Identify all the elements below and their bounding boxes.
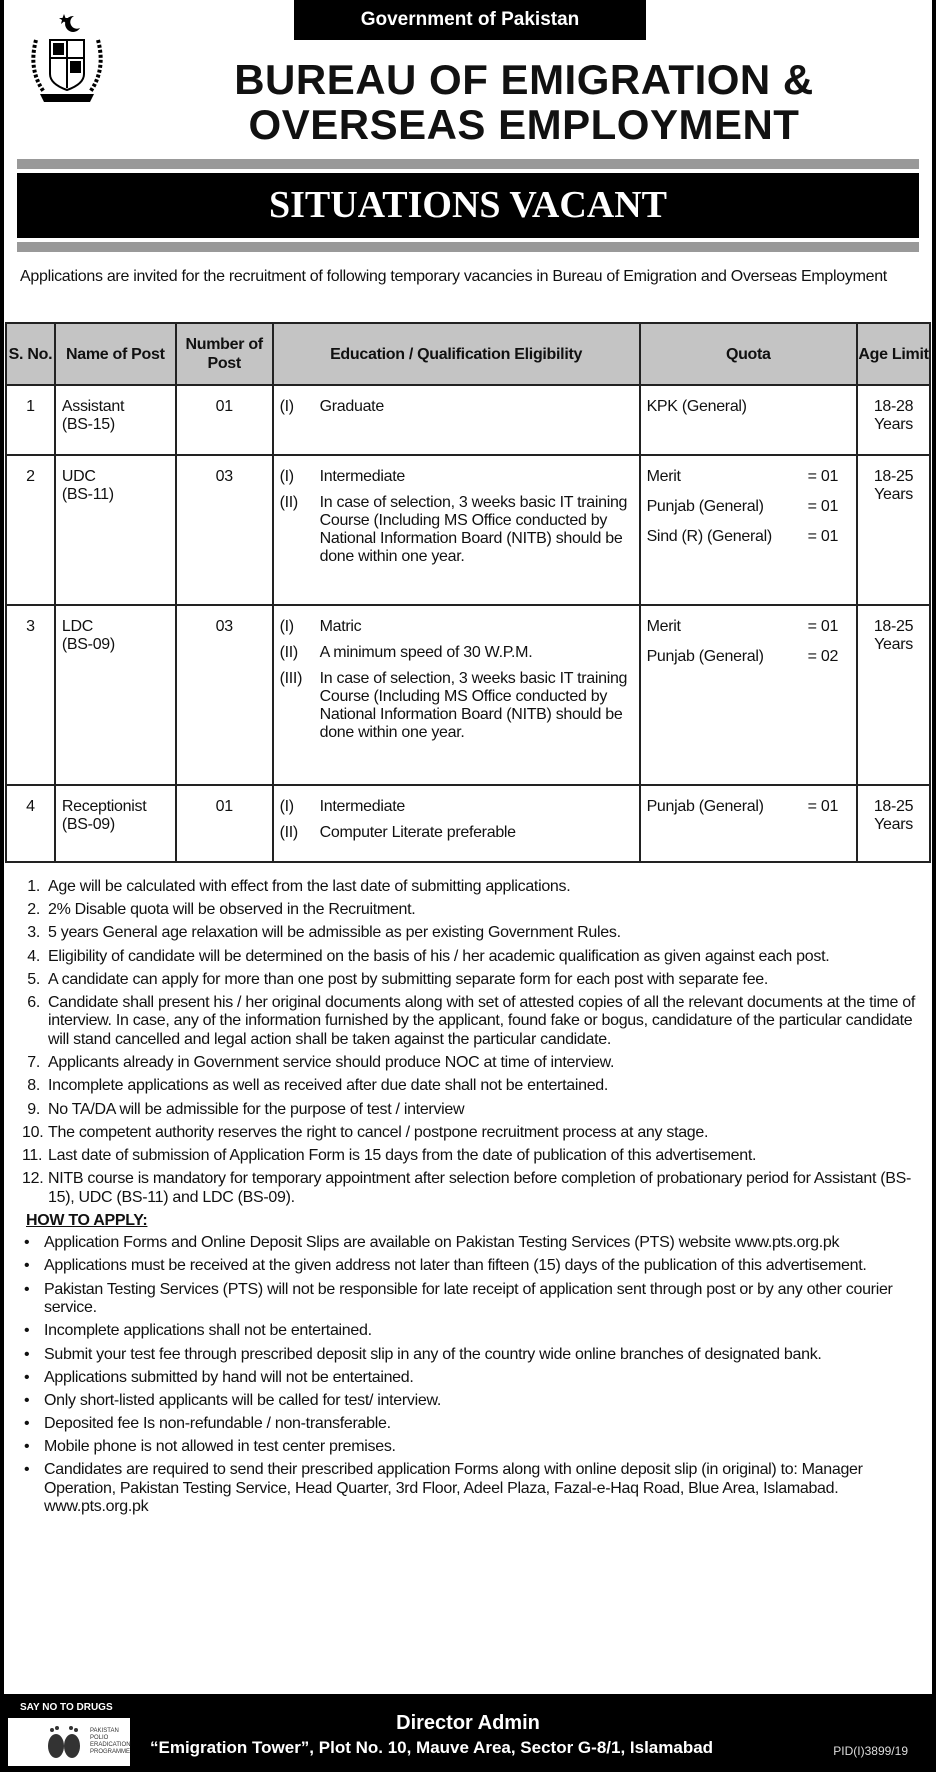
vacancies-table: [5, 322, 931, 863]
quota-value: = 01: [807, 498, 839, 515]
qualification-item: [280, 494, 633, 566]
instruction-text: Submit your test fee through prescribed deposit slip in any of the country wide online branches of designated bank.: [44, 1345, 822, 1363]
column-header: Education / Qualification Eligibility: [273, 323, 640, 385]
quota-name: Merit: [646, 468, 681, 485]
instruction-text: Only short-listed applicants will be called for test/ interview.: [44, 1391, 441, 1409]
note-number: 8.: [27, 1077, 40, 1095]
note-text: NITB course is mandatory for temporary appointment after selection before completion of probationary period for Assistant (BS-15), UDC (BS-11) and LDC (BS-09).: [48, 1170, 912, 1206]
notes-and-instructions: [22, 878, 918, 1522]
note-number: 4.: [27, 947, 40, 965]
age-unit: Years: [874, 416, 913, 433]
qualification-item: [280, 798, 633, 816]
instruction-item: [22, 1234, 918, 1253]
item-number: (I): [279, 398, 294, 415]
note-number: 1.: [27, 878, 40, 895]
quota: [640, 785, 858, 862]
number-of-posts: 01: [176, 785, 273, 862]
serial-number: 2: [6, 455, 55, 605]
age-unit: Years: [874, 486, 913, 503]
advertisement: [4, 0, 932, 1694]
director-admin: Director Admin: [396, 1712, 540, 1734]
bullet-icon: •: [24, 1391, 30, 1409]
intro-text: Applications are invited for the recruitment of following temporary vacancies in Bureau of Emigration and Overseas Employment: [20, 268, 887, 285]
quota: [640, 455, 858, 605]
quota-item: [647, 528, 839, 546]
note-text: Candidate shall present his / her original documents along with set of attested copies of all the relevant documents at the time of interview. In case, any of the information furnished by the applicant, found fake or bogus, candidature of the particular candidate will stand cancelled and legal action shall be taken against the particular candidate.: [48, 993, 915, 1048]
instruction-text: Incomplete applications shall not be entertained.: [44, 1322, 372, 1340]
qualification-item: [280, 670, 633, 742]
post-scale: (BS-11): [61, 486, 114, 503]
instruction-item: [22, 1369, 918, 1388]
situations-vacant-banner: SITUATIONS VACANT: [17, 173, 919, 238]
instruction-text: Candidates are required to send their prescribed application Forms along with online deposit slip (in original) to: Manager Operation, Pakistan Testing Service, Head Quarter, 3rd Floor, Adeel Plaza, Fazal-e-Haq Road, Blue Area, Islamabad. www.pts.org.pk: [44, 1461, 863, 1516]
qualification: [273, 785, 640, 862]
item-text: In case of selection, 3 weeks basic IT training Course (Including MS Office conducted by National Information Board (NITB) should be done within one year.: [319, 670, 628, 741]
instruction-item: [22, 1461, 918, 1517]
note-text: Eligibility of candidate will be determined on the basis of his / her academic qualification as given against each post.: [48, 947, 830, 965]
post-title: Receptionist: [61, 798, 147, 815]
table-row: [6, 785, 930, 862]
divider: [17, 242, 919, 252]
item-text: Matric: [319, 618, 362, 635]
polio-text: PAKISTAN POLIO ERADICATION PROGRAMME: [90, 1728, 131, 1755]
item-number: (III): [279, 670, 303, 687]
say-no-to-drugs: SAY NO TO DRUGS: [20, 1702, 113, 1713]
age-range: 18-25: [873, 468, 914, 485]
note-number: 6.: [27, 993, 40, 1011]
qualification-item: [280, 398, 633, 416]
quota: [640, 605, 858, 785]
quota-name: Sind (R) (General): [646, 528, 772, 545]
note-item: [22, 1124, 918, 1143]
number-of-posts: 03: [176, 605, 273, 785]
item-text: Intermediate: [319, 468, 405, 485]
bullet-icon: •: [24, 1280, 30, 1298]
qualification-item: [280, 644, 633, 662]
table-row: [6, 385, 930, 455]
age-range: 18-28: [873, 398, 914, 415]
age-range: 18-25: [873, 798, 914, 815]
instruction-text: Deposited fee Is non-refundable / non-transferable.: [44, 1415, 391, 1433]
quota-value: = 02: [807, 648, 839, 665]
age-unit: Years: [874, 636, 913, 653]
post-scale: (BS-15): [61, 416, 115, 433]
quota-item: [647, 398, 839, 416]
post-name: [55, 605, 176, 785]
title-line-1: BUREAU OF EMIGRATION &: [234, 56, 814, 103]
number-of-posts: 01: [176, 385, 273, 455]
quota-value: = 01: [807, 618, 839, 635]
note-item: [22, 1101, 918, 1120]
quota-value: = 01: [807, 798, 839, 815]
bullet-icon: •: [24, 1345, 30, 1363]
instruction-item: [22, 1322, 918, 1341]
serial-number: 4: [6, 785, 55, 862]
post-name: [55, 385, 176, 455]
government-label: Government of Pakistan: [294, 0, 646, 40]
note-item: [22, 1147, 918, 1166]
note-number: 2.: [27, 901, 40, 919]
note-item: [22, 878, 918, 897]
post-title: LDC: [61, 618, 93, 635]
note-number: 7.: [27, 1054, 40, 1072]
instruction-text: Pakistan Testing Services (PTS) will not be responsible for late receipt of application sent through post or by any other courier service.: [44, 1280, 893, 1317]
note-item: [22, 1170, 918, 1207]
pid-number: PID(I)3899/19: [833, 1744, 908, 1758]
item-text: Graduate: [319, 398, 384, 415]
qualification-item: [280, 618, 633, 636]
instruction-item: [22, 1415, 918, 1434]
instruction-item: [22, 1346, 918, 1365]
quota-item: [647, 468, 839, 486]
instruction-item: [22, 1281, 918, 1318]
post-scale: (BS-09): [61, 636, 115, 653]
instruction-item: [22, 1392, 918, 1411]
age-limit: [857, 785, 930, 862]
instruction-text: Application Forms and Online Deposit Slips are available on Pakistan Testing Services (PTS) website www.pts.org.pk: [44, 1234, 840, 1252]
bullet-icon: •: [24, 1415, 30, 1433]
quota-name: Punjab (General): [646, 648, 764, 665]
item-text: Intermediate: [319, 798, 405, 815]
qualification: [273, 455, 640, 605]
quota-name: Merit: [646, 618, 681, 635]
note-item: [22, 971, 918, 990]
note-number: 5.: [27, 970, 40, 988]
note-text: 5 years General age relaxation will be admissible as per existing Government Rules.: [48, 924, 621, 942]
bullet-icon: •: [24, 1234, 30, 1252]
quota: [640, 385, 858, 455]
divider: [17, 159, 919, 169]
qualification: [273, 385, 640, 455]
table-row: [6, 455, 930, 605]
quota-item: [647, 618, 839, 636]
note-item: [22, 1077, 918, 1096]
bullet-icon: •: [24, 1438, 30, 1456]
post-title: Assistant: [61, 398, 125, 415]
column-header: Number of Post: [176, 323, 273, 385]
state-emblem-icon: [24, 10, 110, 110]
item-number: (II): [279, 494, 298, 511]
note-item: [22, 924, 918, 943]
item-number: (I): [279, 468, 294, 485]
footer: [0, 1694, 936, 1772]
instruction-text: Applications must be received at the given address not later than fifteen (15) days of the publication of this advertisement.: [44, 1257, 867, 1275]
note-text: A candidate can apply for more than one post by submitting separate form for each post with separate fee.: [48, 970, 769, 988]
note-number: 9.: [27, 1100, 40, 1118]
bullet-icon: •: [24, 1461, 30, 1479]
note-item: [22, 1054, 918, 1073]
post-name: [55, 785, 176, 862]
serial-number: 3: [6, 605, 55, 785]
column-header: Age Limit: [857, 323, 930, 385]
note-item: [22, 994, 918, 1050]
quota-item: [647, 498, 839, 516]
number-of-posts: 03: [176, 455, 273, 605]
item-text: A minimum speed of 30 W.P.M.: [319, 644, 533, 661]
age-limit: [857, 605, 930, 785]
table-row: [6, 605, 930, 785]
instruction-text: Mobile phone is not allowed in test center premises.: [44, 1438, 396, 1456]
note-text: Incomplete applications as well as received after due date shall not be entertained.: [48, 1077, 609, 1095]
item-text: Computer Literate preferable: [319, 824, 516, 841]
age-limit: [857, 455, 930, 605]
note-item: [22, 901, 918, 920]
how-to-apply-heading: HOW TO APPLY:: [26, 1211, 148, 1229]
note-text: No TA/DA will be admissible for the purpose of test / interview: [48, 1100, 465, 1118]
quota-item: [647, 648, 839, 666]
quota-name: Punjab (General): [646, 498, 764, 515]
post-name: [55, 455, 176, 605]
age-limit: [857, 385, 930, 455]
note-number: 12.: [22, 1170, 44, 1188]
column-header: Name of Post: [55, 323, 176, 385]
instruction-item: [22, 1257, 918, 1276]
note-number: 10.: [22, 1123, 44, 1141]
qualification-item: [280, 468, 633, 486]
item-text: In case of selection, 3 weeks basic IT training Course (Including MS Office conducted by National Information Board (NITB) should be done within one year.: [319, 494, 628, 565]
address: “Emigration Tower”, Plot No. 10, Mauve Area, Sector G-8/1, Islamabad: [150, 1738, 714, 1757]
title-line-2: OVERSEAS EMPLOYMENT: [248, 101, 800, 148]
age-unit: Years: [874, 816, 913, 833]
quota-name: Punjab (General): [646, 798, 764, 815]
quota-item: [647, 798, 839, 816]
item-number: (II): [279, 644, 298, 661]
instruction-text: Applications submitted by hand will not be entertained.: [44, 1368, 414, 1386]
item-number: (I): [279, 798, 294, 815]
column-header: S. No.: [6, 323, 55, 385]
item-number: (II): [279, 824, 298, 841]
instruction-item: [22, 1438, 918, 1457]
quota-value: = 01: [807, 528, 839, 545]
notes-list: [22, 878, 918, 1207]
item-number: (I): [279, 618, 294, 635]
note-text: The competent authority reserves the right to cancel / postpone recruitment process at any stage.: [48, 1123, 709, 1141]
note-number: 3.: [27, 924, 40, 942]
note-text: Applicants already in Government service should produce NOC at time of interview.: [48, 1054, 615, 1072]
qualification-item: [280, 824, 633, 842]
bullet-icon: •: [24, 1322, 30, 1340]
note-text: 2% Disable quota will be observed in the Recruitment.: [48, 901, 416, 919]
how-to-apply-list: [22, 1234, 918, 1517]
note-text: Last date of submission of Application Form is 15 days from the date of publication of this advertisement.: [48, 1146, 757, 1164]
age-range: 18-25: [873, 618, 914, 635]
note-item: [22, 948, 918, 967]
quota-value: = 01: [807, 468, 839, 485]
column-header: Quota: [640, 323, 858, 385]
qualification: [273, 605, 640, 785]
note-number: 11.: [22, 1146, 43, 1164]
bullet-icon: •: [24, 1257, 30, 1275]
bullet-icon: •: [24, 1368, 30, 1386]
note-text: Age will be calculated with effect from the last date of submitting applications.: [48, 878, 571, 895]
post-scale: (BS-09): [61, 816, 115, 833]
quota-name: KPK (General): [646, 398, 747, 415]
serial-number: 1: [6, 385, 55, 455]
post-title: UDC: [61, 468, 96, 485]
